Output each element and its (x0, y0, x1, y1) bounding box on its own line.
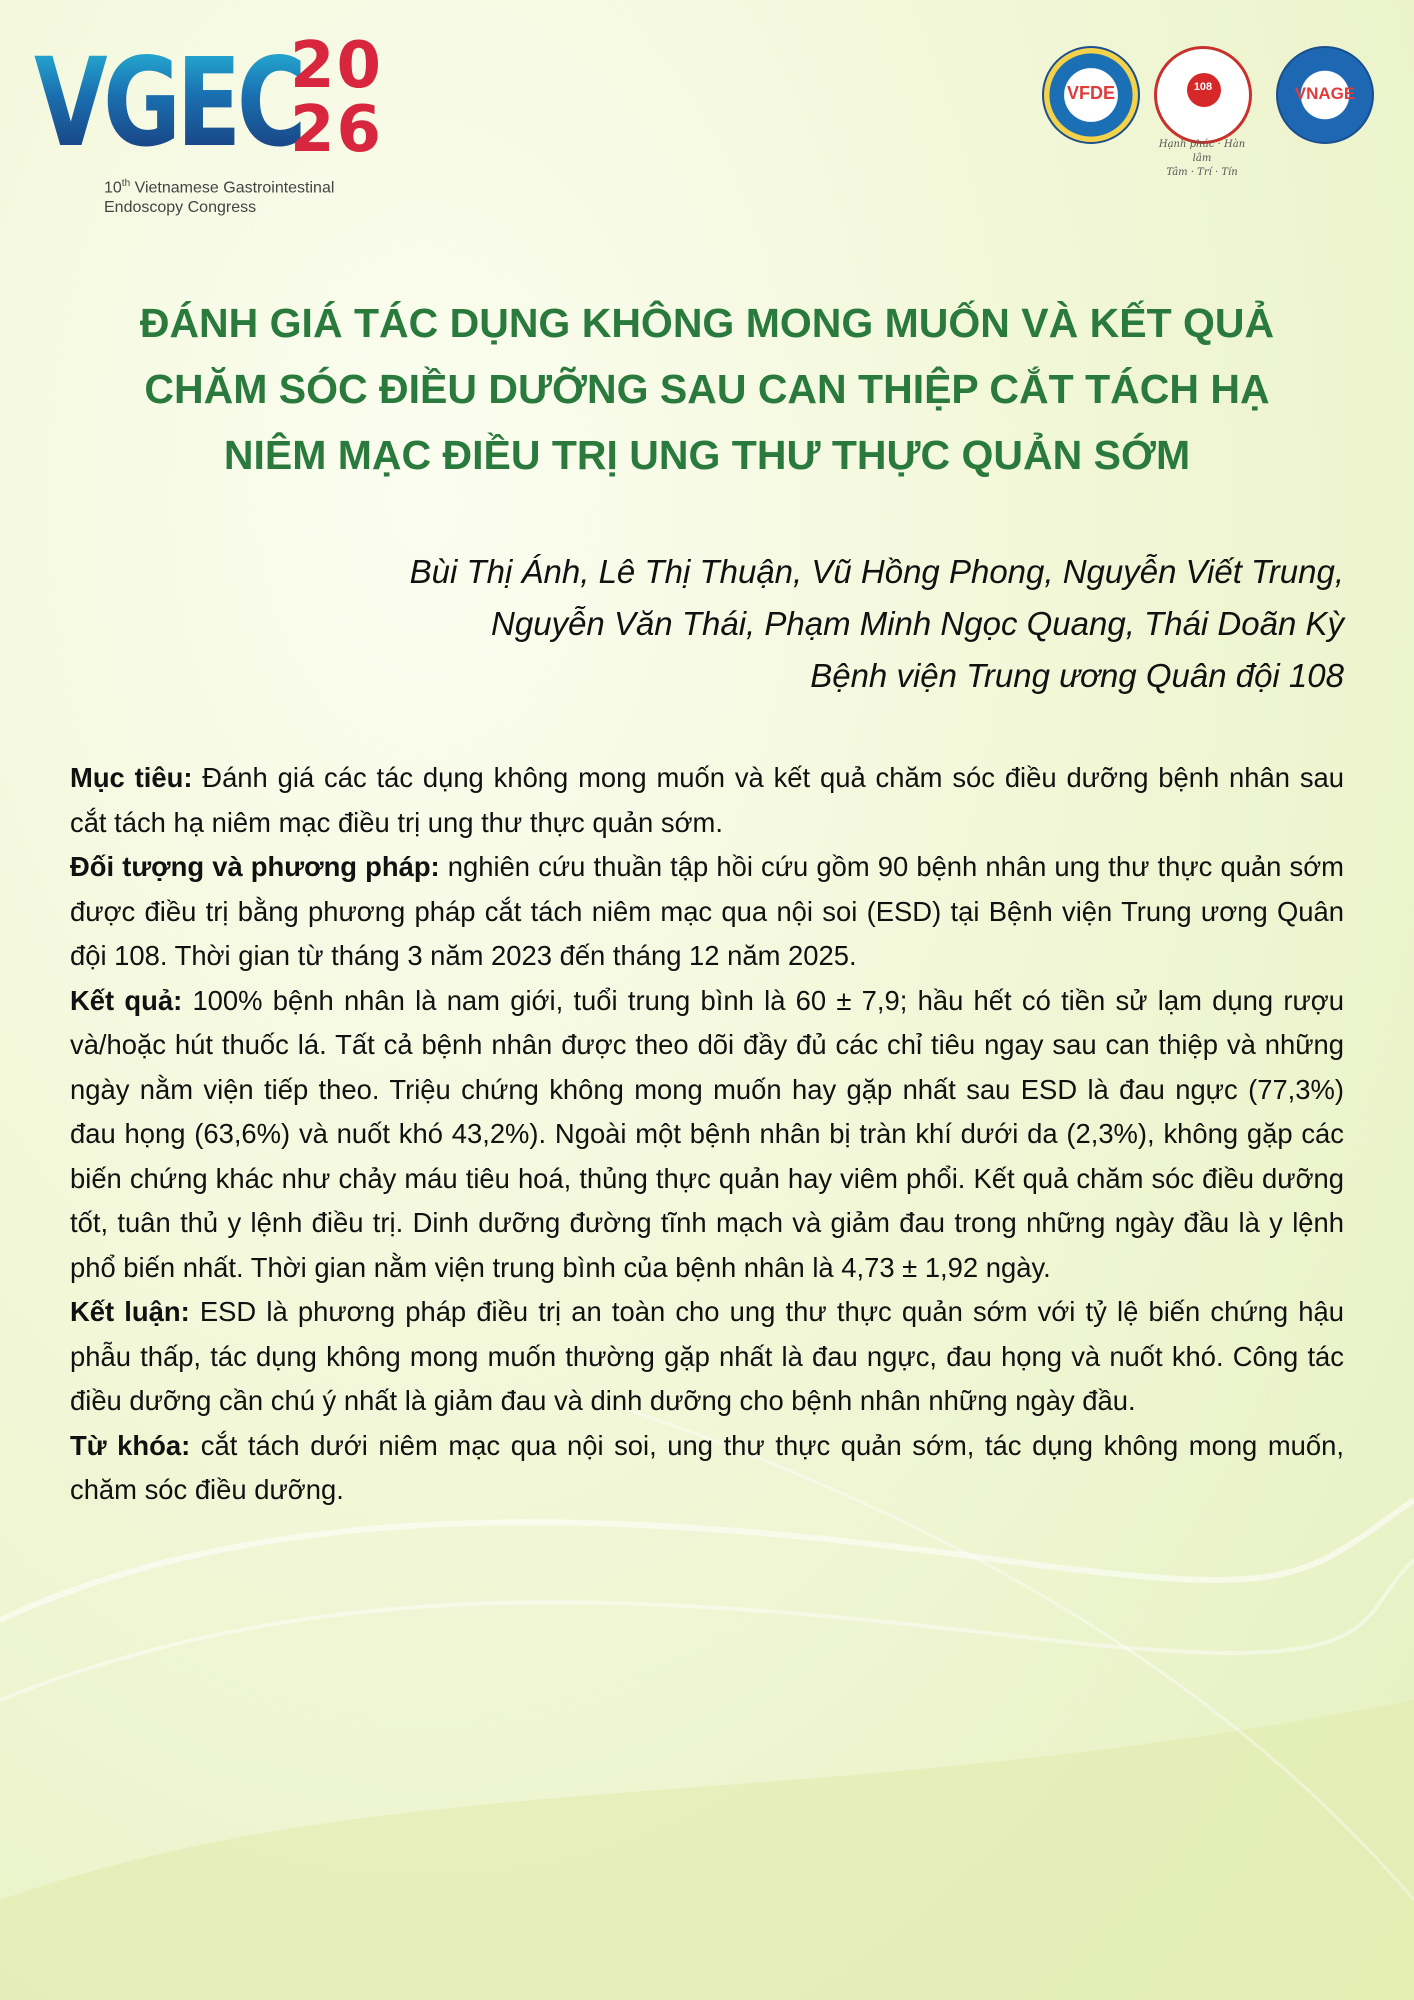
hospital-108-motto: Hạnh phúc · Hàn lâm Tâm · Trí · Tín (1158, 139, 1246, 178)
document-title (70, 290, 1344, 488)
vnage-seal-icon: VNAGE (1276, 46, 1374, 144)
author-affiliation: Bệnh viện Trung ương Quân đội 108 (810, 657, 1344, 694)
vgec-logo-subtitle: 10th Vietnamese Gastrointestinal Endoscopy Congress (104, 178, 335, 217)
authors-line-1: Bùi Thị Ánh, Lê Thị Thuận, Vũ Hồng Phong, Nguyễn Viết Trung, (409, 553, 1344, 590)
vgec-logo-word: VGEC (34, 28, 302, 178)
vfde-seal-icon: VFDE (1042, 46, 1140, 144)
abstract-body (70, 756, 1344, 1513)
title-line-1: ĐÁNH GIÁ TÁC DỤNG KHÔNG MONG MUỐN VÀ KẾT QUẢ (139, 300, 1275, 346)
title-line-3: NIÊM MẠC ĐIỀU TRỊ UNG THƯ THỰC QUẢN SỚM (223, 432, 1191, 478)
vgec-logo-year-top: 20 (290, 29, 384, 103)
methods-paragraph: Đối tượng và phương pháp: nghiên cứu thuần tập hồi cứu gồm 90 bệnh nhân ung thư thực quản sớm được điều trị bằng phương pháp cắt tách niêm mạc qua nội soi (ESD) tại Bệnh viện Trung ương Quân đội 108. Thời gian từ tháng 3 năm 2023 đến tháng 12 năm 2025. (70, 851, 1344, 971)
authors-line-2: Nguyễn Văn Thái, Phạm Minh Ngọc Quang, Thái Doãn Kỳ (491, 605, 1344, 642)
results-paragraph: Kết quả: 100% bệnh nhân là nam giới, tuổi trung bình là 60 ± 7,9; hầu hết có tiền sử lạm dụng rượu và/hoặc hút thuốc lá. Tất cả bệnh nhân được theo dõi đầy đủ các chỉ tiêu ngay sau can thiệp và những ngày nằm viện tiếp theo. Triệu chứng không mong muốn hay gặp nhất sau ESD là đau ngực (77,3%) đau họng (63,6%) và nuốt khó 43,2%). Ngoài một bệnh nhân bị tràn khí dưới da (2,3%), không gặp các biến chứng khác như chảy máu tiêu hoá, thủng thực quản hay viêm phổi. Kết quả chăm sóc điều dưỡng tốt, tuân thủ y lệnh điều trị. Dinh dưỡng đường tĩnh mạch và giảm đau trong những ngày đầu là y lệnh phổ biến nhất. Thời gian nằm viện trung bình của bệnh nhân là 4,73 ± 1,92 ngày. (70, 984, 1344, 1283)
vgec-logo (34, 28, 404, 218)
authors-block (200, 546, 1344, 702)
title-line-2: CHĂM SÓC ĐIỀU DƯỠNG SAU CAN THIỆP CẮT TÁCH HẠ (144, 366, 1270, 412)
keywords-paragraph: Từ khóa: cắt tách dưới niêm mạc qua nội soi, ung thư thực quản sớm, tác dụng không mong muốn, chăm sóc điều dưỡng. (70, 1429, 1344, 1505)
objective-paragraph: Mục tiêu: Đánh giá các tác dụng không mong muốn và kết quả chăm sóc điều dưỡng bệnh nhân sau cắt tách hạ niêm mạc điều trị ung thư thực quản sớm. (70, 762, 1344, 838)
conclusion-paragraph: Kết luận: ESD là phương pháp điều trị an toàn cho ung thư thực quản sớm với tỷ lệ biến chứng hậu phẫu thấp, tác dụng không mong muốn thường gặp nhất là đau ngực, đau họng và nuốt khó. Công tác điều dưỡng cần chú ý nhất là giảm đau và dinh dưỡng cho bệnh nhân những ngày đầu. (70, 1296, 1344, 1416)
hospital-108-seal-icon: 108 (1154, 46, 1252, 144)
vgec-logo-year-bottom: 26 (290, 93, 384, 167)
